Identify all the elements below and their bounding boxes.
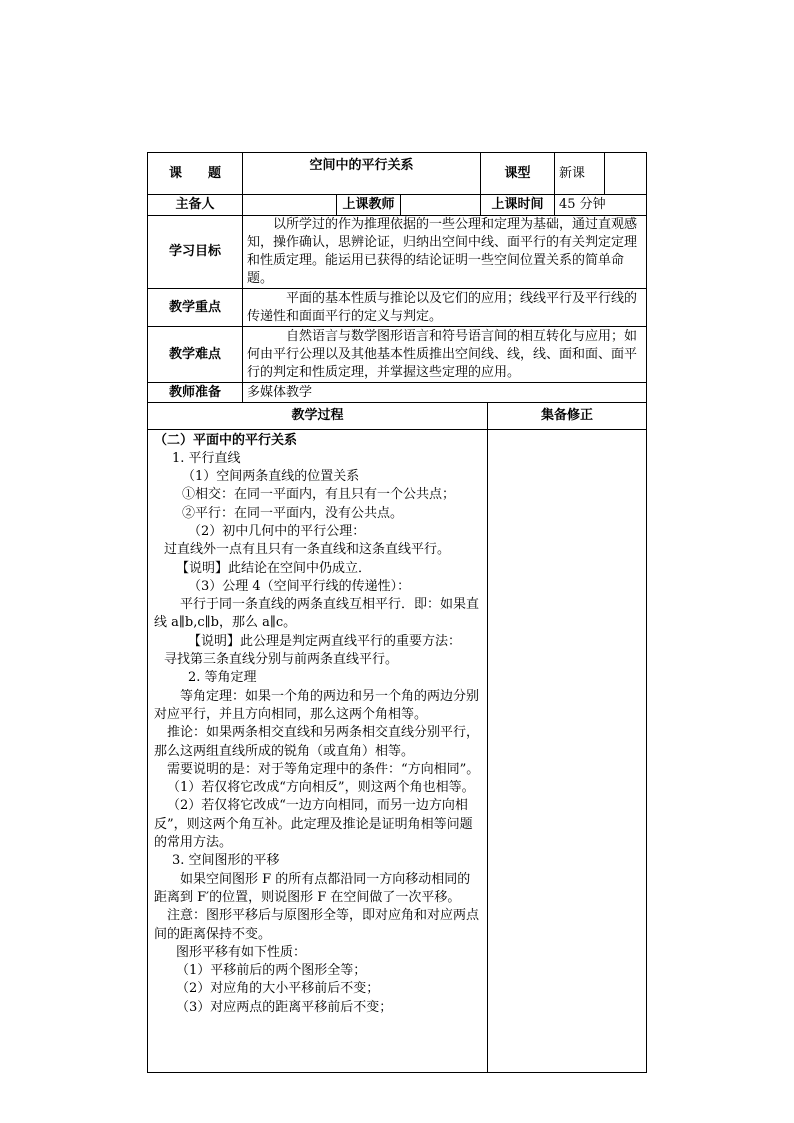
difficulty-text: 自然语言与数学图形语言和符号语言间的相互转化与应用；如何由平行公理以及其他基本性质推出空间线、线，线、面和面、面平行的判定和性质定理，并掌握这些定理的应用。 (243, 327, 647, 383)
text-line: 过直线外一点有且只有一条直线和这条直线平行。 (164, 542, 451, 558)
text-paragraph: 注意：图形平移后与原图形全等，即对应角和对应两点间的距离保持不变。 (154, 908, 480, 942)
topic-value: 空间中的平行关系 (243, 153, 481, 195)
text-line: ②平行：在同一平面内，没有公共点。 (182, 505, 404, 521)
text-line: 寻找第三条直线分别与前两条直线平行。 (164, 652, 399, 668)
subheading-equal-angles: 2. 等角定理 (188, 670, 257, 686)
process-content (148, 429, 488, 1072)
goal-label: 学习目标 (148, 216, 243, 289)
teaching-process-table (147, 403, 647, 1073)
lesson-header-table (147, 152, 647, 403)
time-label: 上课时间 (481, 195, 555, 216)
time-value: 45 分钟 (555, 195, 647, 216)
subheading-translation: 3. 空间图形的平移 (172, 853, 280, 869)
lesson-type-extra-cell (605, 153, 647, 195)
text-line: ①相交：在同一平面内，有且只有一个公共点； (182, 487, 456, 503)
lesson-plan-sheet (147, 152, 646, 1073)
text-line: （1）平移前后的两个图形全等； (176, 963, 367, 979)
text-line: （2）对应角的大小平移前后不变； (176, 981, 380, 997)
prep-text: 多媒体教学 (243, 383, 647, 403)
prep-label: 教师准备 (148, 383, 243, 403)
lesson-type-label: 课型 (481, 153, 555, 195)
text-line: （2）初中几何中的平行公理： (188, 523, 366, 539)
teacher-value (401, 195, 481, 216)
text-paragraph: 推论：如果两条相交直线和另两条相交直线分别平行，那么这两组直线所成的锐角（或直角）相等。 (154, 725, 480, 759)
text-paragraph: 等角定理：如果一个角的两边和另一个角的两边分别对应平行，并且方向相同，那么这两个角相等。 (154, 688, 480, 722)
lesson-type-value: 新课 (555, 153, 605, 195)
topic-label: 课 题 (148, 153, 243, 195)
text-line: （3）对应两点的距离平移前后不变； (176, 999, 393, 1015)
key-points-text: 平面的基本性质与推论以及它们的应用；线线平行及平行线的传递性和面面平行的定义与判定。 (243, 289, 647, 327)
text-line: （1）空间两条直线的位置关系 (182, 469, 360, 485)
text-line: 【说明】此公理是判定两直线平行的重要方法： (188, 633, 462, 649)
text-line: 图形平移有如下性质： (176, 944, 307, 960)
text-line: （3）公理 4（空间平行线的传递性）： (188, 578, 411, 594)
revision-column-header: 集备修正 (488, 403, 647, 429)
revision-notes-cell (488, 429, 647, 1072)
subheading-parallel-lines: 1. 平行直线 (172, 450, 241, 466)
text-paragraph: 如果空间图形 F 的所有点都沿同一方向移动相同的距离到 F′的位置，则说图形 F 在空间做了一次平移。 (154, 871, 471, 905)
teacher-label: 上课教师 (337, 195, 401, 216)
text-paragraph: （2）若仅将它改成“一边方向相同，而另一边方向相反”，则这两个角互补。此定理及推论是证明角相等问题的常用方法。 (154, 798, 473, 851)
text-paragraph: （1）若仅将它改成“方向相反”，则这两个角也相等。 (167, 780, 475, 796)
goal-text: 以所学过的作为推理依据的一些公理和定理为基础，通过直观感知，操作确认，思辨论证，归纳出空间中线、面平行的有关判定定理和性质定理。能运用已获得的结论证明一些空间位置关系的简单命题。 (243, 216, 647, 289)
key-points-label: 教学重点 (148, 289, 243, 327)
section-heading: （二）平面中的平行关系 (154, 432, 298, 448)
difficulty-label: 教学难点 (148, 327, 243, 383)
preparer-value (243, 195, 337, 216)
text-paragraph: 平行于同一条直线的两条直线互相平行．即：如果直线 a∥b,c∥b，那么 a∥c。 (154, 597, 480, 631)
process-column-header: 教学过程 (148, 403, 488, 429)
preparer-label: 主备人 (148, 195, 243, 216)
text-paragraph: 需要说明的是：对于等角定理中的条件：“方向相同”。 (167, 761, 480, 777)
text-line: 【说明】此结论在空间中仍成立． (176, 560, 372, 576)
